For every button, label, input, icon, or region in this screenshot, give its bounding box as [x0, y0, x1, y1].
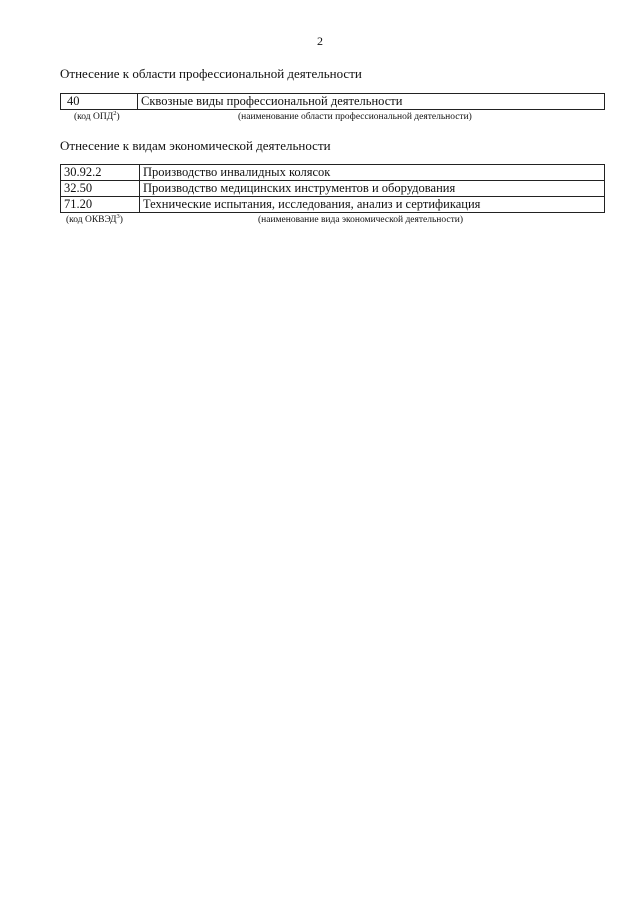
opd-name-caption: (наименование области профессиональной деятельности)	[238, 112, 472, 122]
table-row	[61, 197, 605, 213]
okved-code-caption	[66, 212, 123, 225]
opd-code-cell: 40	[61, 94, 138, 110]
okved-name-cell: Технические испытания, исследования, анализ и сертификация	[140, 197, 605, 213]
footnote-ref: 3	[116, 212, 120, 220]
okved-code-cell: 30.92.2	[61, 165, 140, 181]
opd-code-caption	[74, 109, 120, 122]
okved-name-cell: Производство медицинских инструментов и оборудования	[140, 181, 605, 197]
okved-code-cell: 71.20	[61, 197, 140, 213]
opd-code-caption-text: (код ОПД	[74, 112, 114, 122]
table-row	[61, 181, 605, 197]
economic-activities-table	[60, 164, 605, 213]
page-number: 2	[317, 34, 323, 48]
professional-area-heading: Отнесение к области профессиональной деятельности	[60, 66, 362, 81]
okved-name-cell: Производство инвалидных колясок	[140, 165, 605, 181]
professional-area-table	[60, 93, 605, 110]
opd-name-cell: Сквозные виды профессиональной деятельности	[138, 94, 605, 110]
okved-code-caption-text: (код ОКВЭД	[66, 215, 117, 225]
okved-name-caption: (наименование вида экономической деятельности)	[258, 215, 463, 225]
okved-code-cell: 32.50	[61, 181, 140, 197]
opd-code-caption-close: )	[116, 112, 120, 122]
economic-activities-heading: Отнесение к видам экономической деятельности	[60, 138, 331, 153]
okved-code-caption-close: )	[119, 215, 123, 225]
footnote-ref: 2	[113, 109, 117, 117]
table-row	[61, 165, 605, 181]
table-row	[61, 94, 605, 110]
